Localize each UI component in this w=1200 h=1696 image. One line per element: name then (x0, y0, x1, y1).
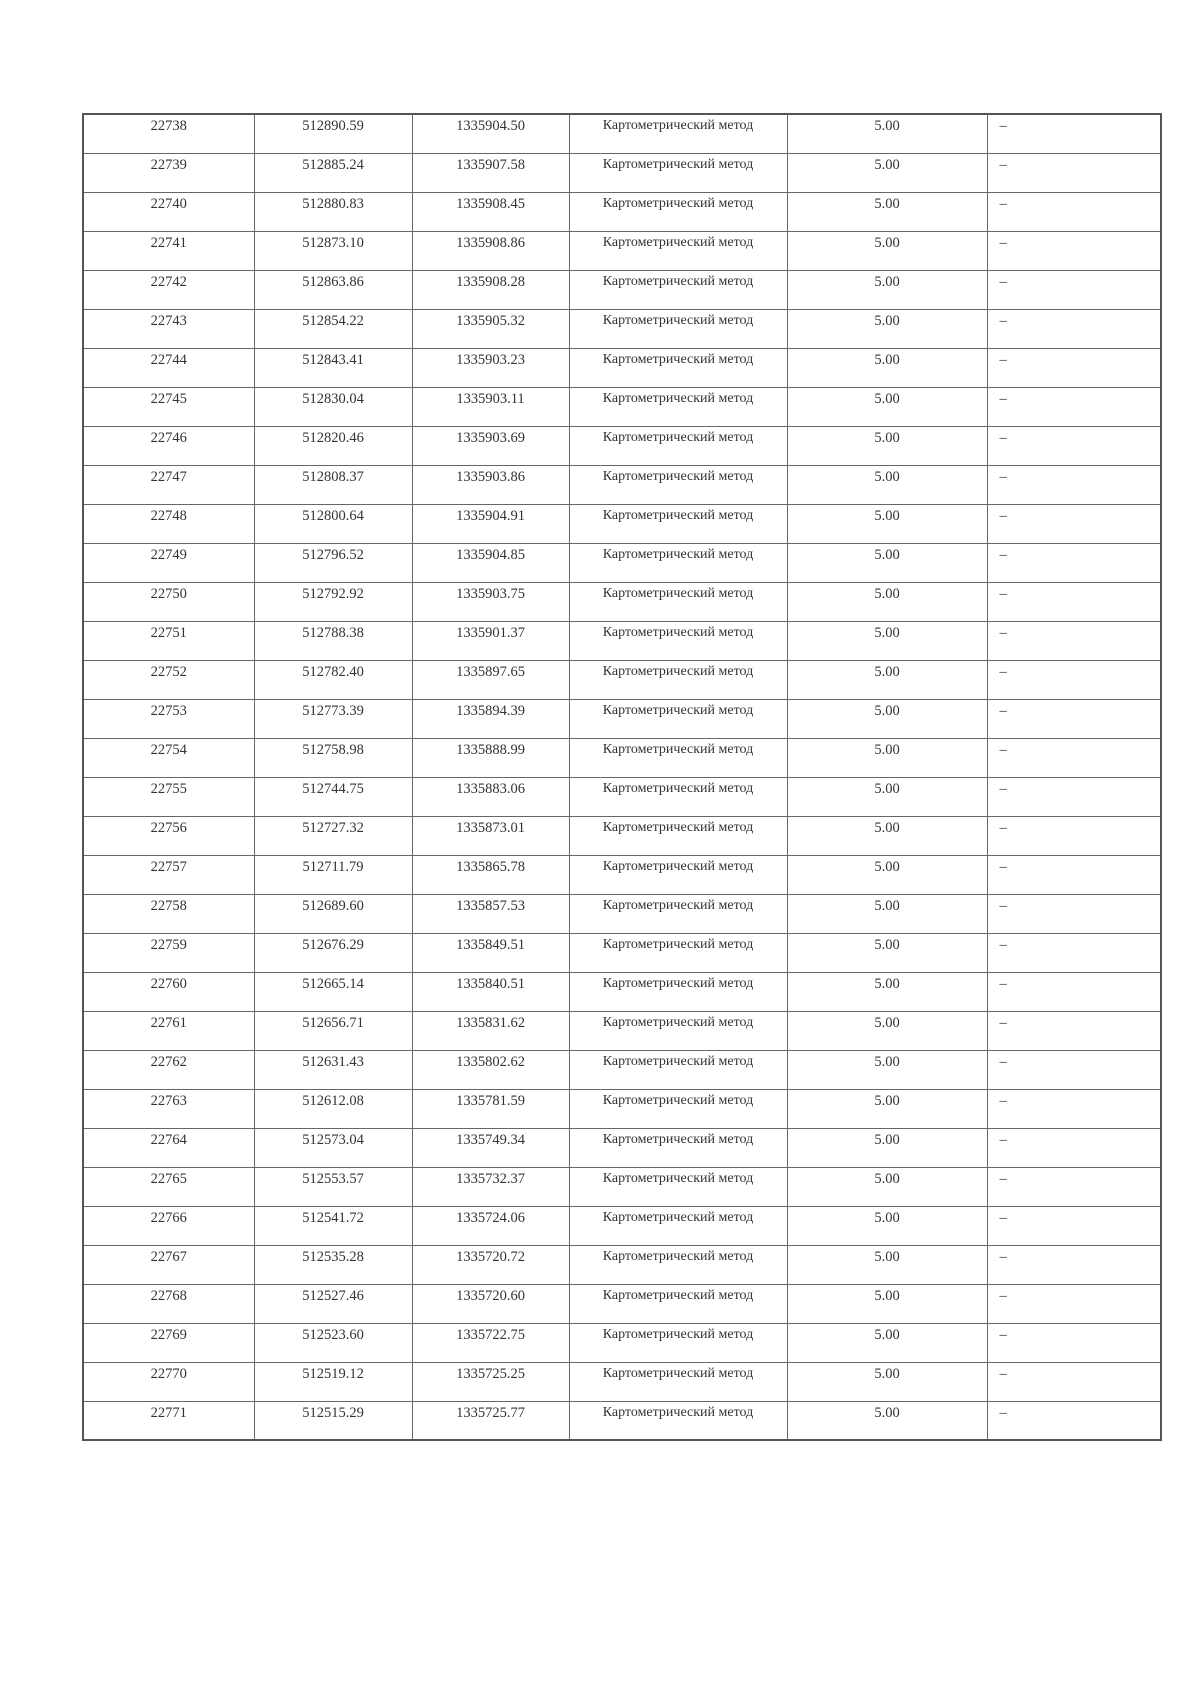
cell-precision: 5.00 (787, 192, 987, 231)
cell-y-coordinate: 1335725.25 (412, 1362, 569, 1401)
cell-method: Картометрический метод (569, 231, 787, 270)
cell-y-coordinate: 1335720.60 (412, 1284, 569, 1323)
cell-note: – (987, 348, 1161, 387)
cell-precision: 5.00 (787, 426, 987, 465)
cell-note: – (987, 543, 1161, 582)
cell-point-id: 22767 (83, 1245, 254, 1284)
cell-note: – (987, 660, 1161, 699)
table-body (83, 114, 1161, 1440)
table-row (83, 699, 1161, 738)
table-row (83, 621, 1161, 660)
cell-point-id: 22753 (83, 699, 254, 738)
cell-y-coordinate: 1335873.01 (412, 816, 569, 855)
cell-method: Картометрический метод (569, 309, 787, 348)
table-row (83, 504, 1161, 543)
cell-x-coordinate: 512796.52 (254, 543, 412, 582)
cell-note: – (987, 1050, 1161, 1089)
table-row (83, 972, 1161, 1011)
cell-y-coordinate: 1335903.86 (412, 465, 569, 504)
cell-x-coordinate: 512612.08 (254, 1089, 412, 1128)
cell-note: – (987, 1284, 1161, 1323)
cell-method: Картометрический метод (569, 348, 787, 387)
cell-method: Картометрический метод (569, 543, 787, 582)
cell-y-coordinate: 1335905.32 (412, 309, 569, 348)
cell-point-id: 22740 (83, 192, 254, 231)
cell-precision: 5.00 (787, 1167, 987, 1206)
cell-note: – (987, 1167, 1161, 1206)
cell-method: Картометрический метод (569, 738, 787, 777)
table-row (83, 1089, 1161, 1128)
cell-method: Картометрический метод (569, 1011, 787, 1050)
cell-method: Картометрический метод (569, 1245, 787, 1284)
cell-note: – (987, 1089, 1161, 1128)
cell-y-coordinate: 1335732.37 (412, 1167, 569, 1206)
cell-y-coordinate: 1335894.39 (412, 699, 569, 738)
cell-y-coordinate: 1335907.58 (412, 153, 569, 192)
cell-method: Картометрический метод (569, 660, 787, 699)
cell-method: Картометрический метод (569, 582, 787, 621)
cell-point-id: 22741 (83, 231, 254, 270)
cell-x-coordinate: 512553.57 (254, 1167, 412, 1206)
cell-y-coordinate: 1335857.53 (412, 894, 569, 933)
cell-precision: 5.00 (787, 855, 987, 894)
cell-y-coordinate: 1335903.75 (412, 582, 569, 621)
cell-y-coordinate: 1335888.99 (412, 738, 569, 777)
table-row (83, 1323, 1161, 1362)
cell-note: – (987, 1011, 1161, 1050)
cell-precision: 5.00 (787, 1011, 987, 1050)
cell-note: – (987, 1206, 1161, 1245)
cell-precision: 5.00 (787, 816, 987, 855)
cell-method: Картометрический метод (569, 1089, 787, 1128)
table-row (83, 933, 1161, 972)
coordinates-table (82, 113, 1162, 1441)
cell-note: – (987, 231, 1161, 270)
cell-y-coordinate: 1335722.75 (412, 1323, 569, 1362)
cell-y-coordinate: 1335781.59 (412, 1089, 569, 1128)
cell-method: Картометрический метод (569, 972, 787, 1011)
cell-method: Картометрический метод (569, 504, 787, 543)
cell-note: – (987, 582, 1161, 621)
cell-note: – (987, 777, 1161, 816)
cell-method: Картометрический метод (569, 1050, 787, 1089)
cell-note: – (987, 153, 1161, 192)
cell-note: – (987, 426, 1161, 465)
cell-method: Картометрический метод (569, 1206, 787, 1245)
cell-y-coordinate: 1335802.62 (412, 1050, 569, 1089)
cell-x-coordinate: 512890.59 (254, 114, 412, 153)
cell-method: Картометрический метод (569, 933, 787, 972)
cell-note: – (987, 816, 1161, 855)
table-row (83, 270, 1161, 309)
cell-precision: 5.00 (787, 1284, 987, 1323)
cell-point-id: 22768 (83, 1284, 254, 1323)
cell-point-id: 22738 (83, 114, 254, 153)
cell-point-id: 22761 (83, 1011, 254, 1050)
table-row (83, 777, 1161, 816)
cell-y-coordinate: 1335831.62 (412, 1011, 569, 1050)
table-row (83, 114, 1161, 153)
cell-note: – (987, 738, 1161, 777)
cell-method: Картометрический метод (569, 816, 787, 855)
cell-y-coordinate: 1335908.45 (412, 192, 569, 231)
cell-note: – (987, 1128, 1161, 1167)
table-row (83, 1128, 1161, 1167)
cell-point-id: 22756 (83, 816, 254, 855)
table-row (83, 1167, 1161, 1206)
cell-point-id: 22765 (83, 1167, 254, 1206)
cell-precision: 5.00 (787, 1362, 987, 1401)
cell-y-coordinate: 1335903.23 (412, 348, 569, 387)
cell-point-id: 22763 (83, 1089, 254, 1128)
table-row (83, 231, 1161, 270)
cell-precision: 5.00 (787, 1401, 987, 1440)
cell-point-id: 22739 (83, 153, 254, 192)
cell-y-coordinate: 1335904.85 (412, 543, 569, 582)
cell-precision: 5.00 (787, 348, 987, 387)
cell-note: – (987, 621, 1161, 660)
cell-x-coordinate: 512527.46 (254, 1284, 412, 1323)
table-row (83, 1401, 1161, 1440)
cell-x-coordinate: 512854.22 (254, 309, 412, 348)
cell-point-id: 22750 (83, 582, 254, 621)
cell-x-coordinate: 512535.28 (254, 1245, 412, 1284)
cell-point-id: 22760 (83, 972, 254, 1011)
cell-y-coordinate: 1335749.34 (412, 1128, 569, 1167)
cell-x-coordinate: 512744.75 (254, 777, 412, 816)
cell-method: Картометрический метод (569, 465, 787, 504)
cell-x-coordinate: 512631.43 (254, 1050, 412, 1089)
cell-point-id: 22759 (83, 933, 254, 972)
cell-x-coordinate: 512885.24 (254, 153, 412, 192)
table-row (83, 1245, 1161, 1284)
cell-x-coordinate: 512880.83 (254, 192, 412, 231)
cell-note: – (987, 1362, 1161, 1401)
cell-point-id: 22762 (83, 1050, 254, 1089)
cell-precision: 5.00 (787, 465, 987, 504)
cell-point-id: 22748 (83, 504, 254, 543)
cell-method: Картометрический метод (569, 192, 787, 231)
table-row (83, 465, 1161, 504)
table-row (83, 543, 1161, 582)
cell-x-coordinate: 512523.60 (254, 1323, 412, 1362)
cell-x-coordinate: 512676.29 (254, 933, 412, 972)
cell-point-id: 22770 (83, 1362, 254, 1401)
cell-x-coordinate: 512515.29 (254, 1401, 412, 1440)
cell-y-coordinate: 1335720.72 (412, 1245, 569, 1284)
cell-note: – (987, 192, 1161, 231)
cell-method: Картометрический метод (569, 270, 787, 309)
cell-y-coordinate: 1335849.51 (412, 933, 569, 972)
cell-x-coordinate: 512758.98 (254, 738, 412, 777)
cell-x-coordinate: 512656.71 (254, 1011, 412, 1050)
table-row (83, 192, 1161, 231)
cell-x-coordinate: 512711.79 (254, 855, 412, 894)
cell-point-id: 22752 (83, 660, 254, 699)
cell-method: Картометрический метод (569, 114, 787, 153)
cell-precision: 5.00 (787, 933, 987, 972)
cell-note: – (987, 972, 1161, 1011)
cell-point-id: 22744 (83, 348, 254, 387)
cell-precision: 5.00 (787, 114, 987, 153)
cell-point-id: 22746 (83, 426, 254, 465)
cell-y-coordinate: 1335903.69 (412, 426, 569, 465)
cell-precision: 5.00 (787, 1323, 987, 1362)
cell-precision: 5.00 (787, 621, 987, 660)
table-row (83, 660, 1161, 699)
table-row (83, 387, 1161, 426)
cell-y-coordinate: 1335897.65 (412, 660, 569, 699)
cell-point-id: 22755 (83, 777, 254, 816)
cell-precision: 5.00 (787, 387, 987, 426)
cell-precision: 5.00 (787, 699, 987, 738)
table-row (83, 153, 1161, 192)
cell-x-coordinate: 512873.10 (254, 231, 412, 270)
table-row (83, 816, 1161, 855)
cell-note: – (987, 387, 1161, 426)
cell-method: Картометрический метод (569, 153, 787, 192)
table-row (83, 1206, 1161, 1245)
table-row (83, 1011, 1161, 1050)
cell-precision: 5.00 (787, 660, 987, 699)
cell-y-coordinate: 1335840.51 (412, 972, 569, 1011)
cell-precision: 5.00 (787, 894, 987, 933)
cell-note: – (987, 465, 1161, 504)
cell-point-id: 22742 (83, 270, 254, 309)
table-row (83, 1050, 1161, 1089)
cell-method: Картометрический метод (569, 387, 787, 426)
cell-note: – (987, 699, 1161, 738)
cell-note: – (987, 504, 1161, 543)
cell-method: Картометрический метод (569, 1323, 787, 1362)
table-row (83, 1284, 1161, 1323)
cell-point-id: 22749 (83, 543, 254, 582)
cell-method: Картометрический метод (569, 1128, 787, 1167)
cell-precision: 5.00 (787, 1245, 987, 1284)
cell-x-coordinate: 512727.32 (254, 816, 412, 855)
cell-precision: 5.00 (787, 504, 987, 543)
cell-x-coordinate: 512782.40 (254, 660, 412, 699)
cell-method: Картометрический метод (569, 699, 787, 738)
cell-x-coordinate: 512800.64 (254, 504, 412, 543)
table-row (83, 894, 1161, 933)
cell-precision: 5.00 (787, 153, 987, 192)
cell-point-id: 22754 (83, 738, 254, 777)
cell-method: Картометрический метод (569, 894, 787, 933)
table-row (83, 426, 1161, 465)
table-row (83, 582, 1161, 621)
cell-precision: 5.00 (787, 972, 987, 1011)
cell-note: – (987, 1323, 1161, 1362)
cell-point-id: 22757 (83, 855, 254, 894)
cell-x-coordinate: 512665.14 (254, 972, 412, 1011)
cell-y-coordinate: 1335904.50 (412, 114, 569, 153)
table-row (83, 738, 1161, 777)
cell-point-id: 22771 (83, 1401, 254, 1440)
cell-precision: 5.00 (787, 1206, 987, 1245)
cell-note: – (987, 270, 1161, 309)
cell-precision: 5.00 (787, 1089, 987, 1128)
cell-x-coordinate: 512573.04 (254, 1128, 412, 1167)
cell-y-coordinate: 1335901.37 (412, 621, 569, 660)
cell-y-coordinate: 1335908.86 (412, 231, 569, 270)
cell-precision: 5.00 (787, 231, 987, 270)
cell-precision: 5.00 (787, 1128, 987, 1167)
cell-method: Картометрический метод (569, 426, 787, 465)
cell-x-coordinate: 512830.04 (254, 387, 412, 426)
cell-method: Картометрический метод (569, 1167, 787, 1206)
cell-note: – (987, 855, 1161, 894)
cell-x-coordinate: 512541.72 (254, 1206, 412, 1245)
cell-y-coordinate: 1335883.06 (412, 777, 569, 816)
cell-x-coordinate: 512792.92 (254, 582, 412, 621)
cell-y-coordinate: 1335904.91 (412, 504, 569, 543)
cell-precision: 5.00 (787, 582, 987, 621)
cell-x-coordinate: 512773.39 (254, 699, 412, 738)
cell-y-coordinate: 1335865.78 (412, 855, 569, 894)
cell-method: Картометрический метод (569, 777, 787, 816)
cell-note: – (987, 309, 1161, 348)
cell-x-coordinate: 512519.12 (254, 1362, 412, 1401)
cell-note: – (987, 894, 1161, 933)
cell-point-id: 22764 (83, 1128, 254, 1167)
cell-y-coordinate: 1335903.11 (412, 387, 569, 426)
cell-precision: 5.00 (787, 309, 987, 348)
cell-point-id: 22745 (83, 387, 254, 426)
cell-method: Картометрический метод (569, 1362, 787, 1401)
cell-x-coordinate: 512820.46 (254, 426, 412, 465)
table-row (83, 855, 1161, 894)
cell-y-coordinate: 1335725.77 (412, 1401, 569, 1440)
cell-precision: 5.00 (787, 270, 987, 309)
table-row (83, 309, 1161, 348)
cell-note: – (987, 1401, 1161, 1440)
cell-note: – (987, 114, 1161, 153)
cell-x-coordinate: 512689.60 (254, 894, 412, 933)
cell-method: Картометрический метод (569, 1284, 787, 1323)
cell-point-id: 22769 (83, 1323, 254, 1362)
cell-precision: 5.00 (787, 777, 987, 816)
cell-y-coordinate: 1335908.28 (412, 270, 569, 309)
cell-method: Картометрический метод (569, 1401, 787, 1440)
cell-x-coordinate: 512863.86 (254, 270, 412, 309)
cell-precision: 5.00 (787, 1050, 987, 1089)
cell-note: – (987, 933, 1161, 972)
table-row (83, 1362, 1161, 1401)
cell-x-coordinate: 512843.41 (254, 348, 412, 387)
cell-point-id: 22751 (83, 621, 254, 660)
cell-method: Картометрический метод (569, 855, 787, 894)
table-row (83, 348, 1161, 387)
cell-precision: 5.00 (787, 738, 987, 777)
cell-point-id: 22743 (83, 309, 254, 348)
cell-point-id: 22747 (83, 465, 254, 504)
cell-y-coordinate: 1335724.06 (412, 1206, 569, 1245)
cell-method: Картометрический метод (569, 621, 787, 660)
cell-x-coordinate: 512788.38 (254, 621, 412, 660)
cell-x-coordinate: 512808.37 (254, 465, 412, 504)
cell-point-id: 22758 (83, 894, 254, 933)
cell-precision: 5.00 (787, 543, 987, 582)
cell-note: – (987, 1245, 1161, 1284)
cell-point-id: 22766 (83, 1206, 254, 1245)
